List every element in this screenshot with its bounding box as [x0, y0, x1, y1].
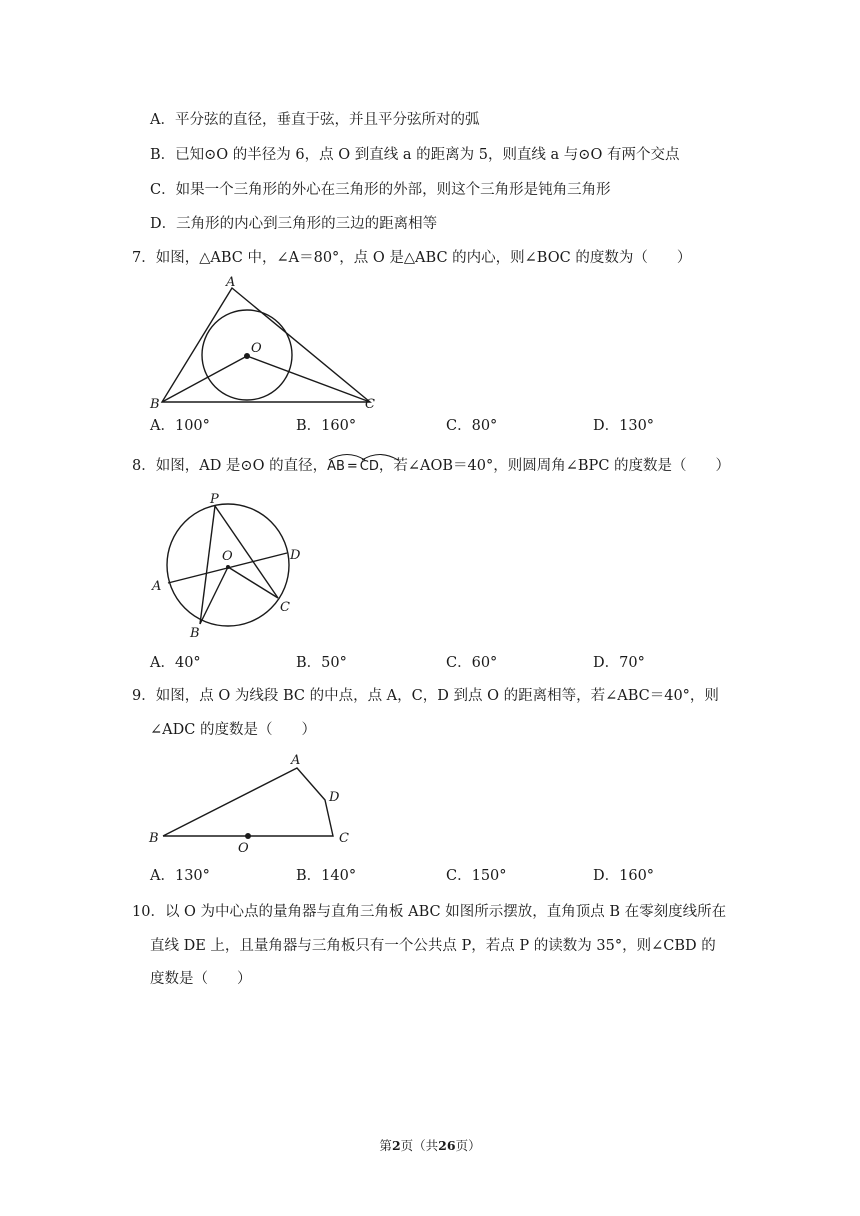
q7-option-d: D．130°: [593, 418, 655, 434]
footer-total-pages: 26: [438, 1138, 456, 1153]
q9-option-d: D．160°: [593, 868, 655, 884]
q9-stem-line2: ∠ADC 的度数是（ ）: [150, 722, 316, 738]
q9-label-o: O: [238, 841, 249, 856]
q10-stem-line1: 10．以 O 为中心点的量角器与直角三角板 ABC 如图所示摆放，直角顶点 B 在零刻度线所在: [132, 904, 727, 920]
q9-stem-line1: 9．如图，点 O 为线段 BC 的中点，点 A，C，D 到点 O 的距离相等，若∠ABC＝40°，则: [132, 688, 719, 704]
q6-option-b: B．已知⊙O 的半径为 6，点 O 到直线 a 的距离为 5，则直线 a 与⊙O 有两个交点: [150, 147, 680, 163]
q8-point-o: [226, 565, 230, 569]
q7-option-c: C．80°: [446, 418, 498, 434]
q9-option-c: C．150°: [446, 868, 507, 884]
footer-page-number: 2: [391, 1138, 401, 1153]
q8-radius-oc: [228, 567, 278, 598]
q6-option-d: D．三角形的内心到三角形的三边的距离相等: [150, 216, 438, 232]
q8-label-d: D: [290, 548, 301, 563]
q8-arc-ab: AB: [327, 457, 345, 477]
q8-option-c: C．60°: [446, 655, 498, 671]
q7-option-b: B．160°: [296, 418, 357, 434]
q9-quadrilateral-badc: [163, 768, 333, 836]
footer-suffix: 页）: [455, 1138, 481, 1153]
q8-label-p: P: [210, 492, 219, 507]
q10-stem-line2: 直线 DE 上，且量角器与三角板只有一个公共点 P，若点 P 的读数为 35°，则∠CBD 的: [150, 938, 716, 954]
q8-arc-equals: =: [346, 459, 358, 474]
q7-segment-oc: [247, 356, 370, 402]
q8-chord-pb: [200, 506, 215, 624]
q7-label-o: O: [251, 341, 262, 356]
q9-label-d: D: [329, 790, 340, 805]
q7-label-b: B: [150, 397, 160, 412]
q9-point-o: [245, 833, 251, 839]
q8-option-a: A．40°: [150, 655, 201, 671]
footer-prefix: 第: [379, 1138, 392, 1153]
q8-label-c: C: [280, 600, 290, 615]
q8-option-b: B．50°: [296, 655, 347, 671]
q7-figure: [140, 270, 400, 415]
q6-option-c: C．如果一个三角形的外心在三角形的外部，则这个三角形是钝角三角形: [150, 182, 611, 198]
q8-figure: [148, 488, 308, 640]
q9-label-b: B: [149, 831, 159, 846]
q6-option-a: A．平分弦的直径，垂直于弦，并且平分弦所对的弧: [150, 112, 480, 128]
q9-option-b: B．140°: [296, 868, 357, 884]
q7-label-c: C: [365, 397, 375, 412]
q8-stem-end: ，若∠AOB＝40°，则圆周角∠BPC 的度数是（ ）: [378, 458, 731, 474]
q8-label-b: B: [190, 626, 200, 641]
q8-arc-cd: CD: [360, 457, 379, 477]
q9-label-a: A: [291, 753, 301, 768]
q9-figure: [145, 748, 365, 856]
q9-option-a: A．130°: [150, 868, 210, 884]
q8-label-a: A: [152, 579, 162, 594]
q7-label-a: A: [226, 275, 236, 290]
footer-mid: 页（共: [400, 1138, 439, 1153]
q7-stem: 7．如图，△ABC 中，∠A＝80°，点 O 是△ABC 的内心，则∠BOC 的度数为（ ）: [132, 250, 692, 266]
q7-option-a: A．100°: [150, 418, 210, 434]
q8-stem-start: 8．如图，AD 是⊙O 的直径，: [132, 458, 328, 474]
q9-label-c: C: [339, 831, 349, 846]
q8-label-o: O: [222, 549, 233, 564]
q8-option-d: D．70°: [593, 655, 645, 671]
q8-stem: [132, 456, 730, 477]
q7-point-o: [244, 353, 250, 359]
q7-segment-ob: [162, 356, 247, 402]
page-footer: [0, 1136, 860, 1154]
q10-stem-line3: 度数是（ ）: [150, 971, 252, 987]
